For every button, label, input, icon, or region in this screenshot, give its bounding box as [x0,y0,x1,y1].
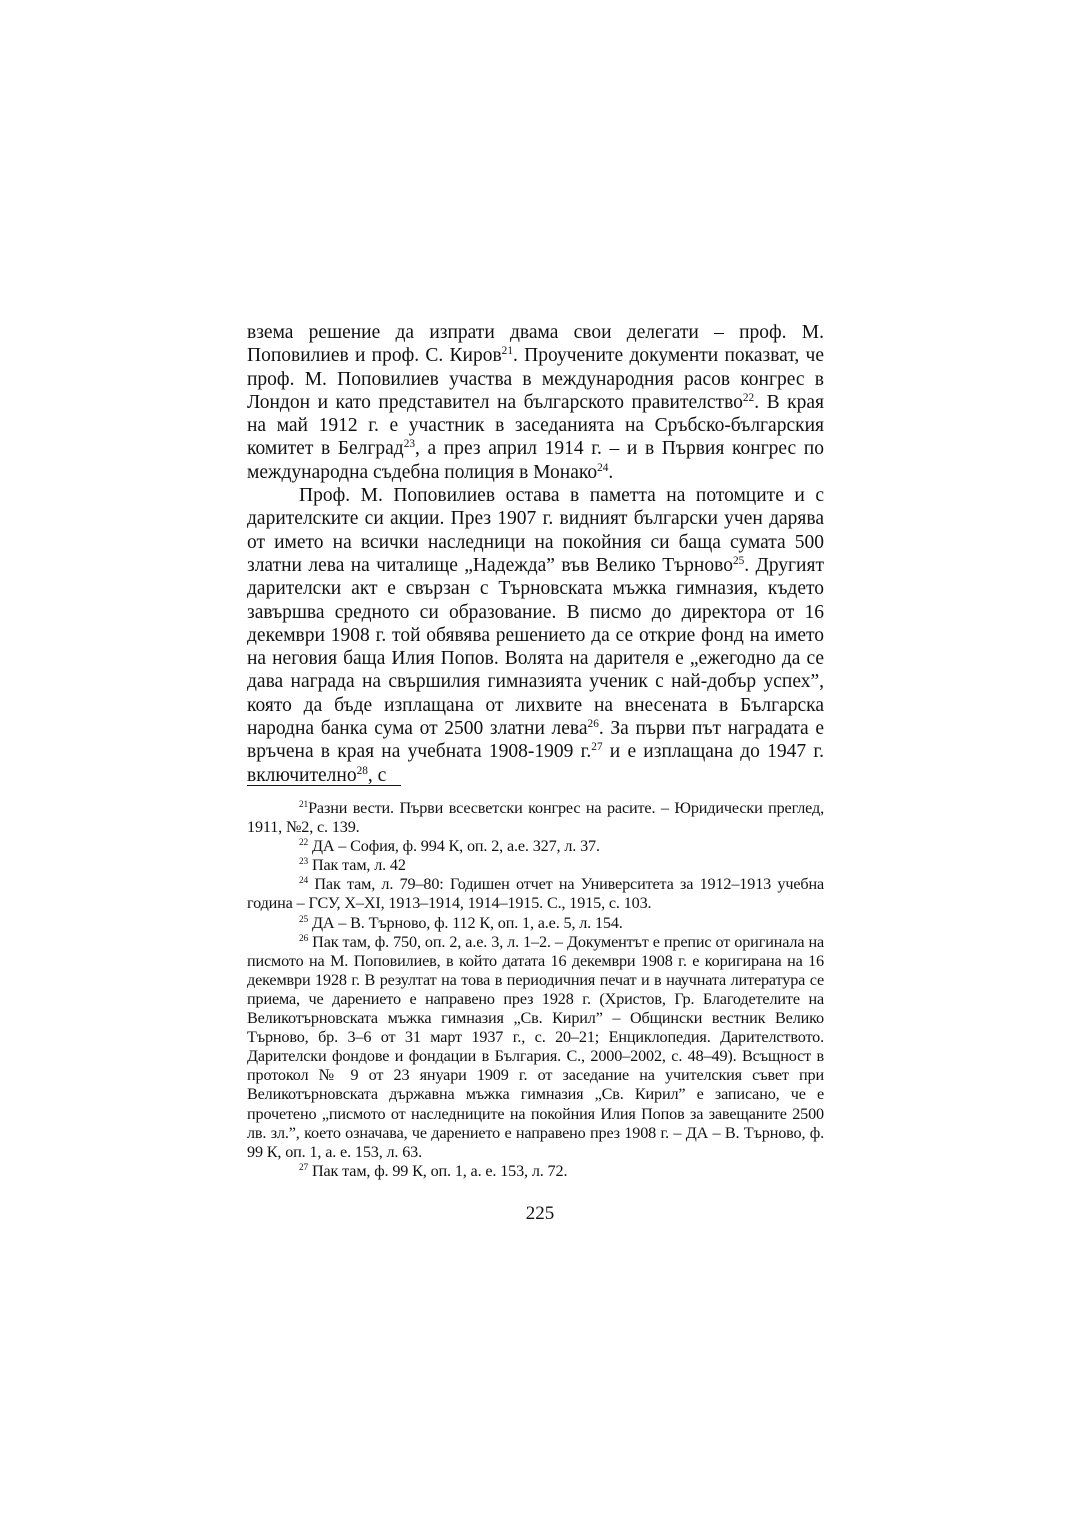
footnote-text: Пак там, ф. 750, оп. 2, а.е. 3, л. 1–2. – Документът е препис от оригинала на писмото на М. Поповилиев, в който датата 16 декември 1908 г. е коригирана на 16 декември 1928 г. В резултат на това в периодичния печат и в научната литература се приема, че дарението е направено през 1928 г. (Христов, Гр. Благодетелите на Великотърновската мъжка гимназия „Св. Кирил” – Общински вестник Велико Търново, бр. 3–6 от 31 март 1937 г., с. 20–21; Енциклопедия. Дарителството. Дарителски фондове и фондации в България. С., 2000–2002, с. 48–49). Всъщност в протокол № 9 от 23 януари 1909 г. от заседание на учителския съвет при Великотърновската държавна мъжка гимназия „Св. Кирил” е записано, че е прочетено „писмото от наследниците на покойния Илия Попов за завещаните 2500 лв. зл.”, което означава, че дарението е направено през 1908 г. – ДА – В. Търново, ф. 99 К, оп. 1, а. е. 153, л. 63. [247,932,824,1161]
footnote-number: 22 [299,838,309,849]
body-text-run: . Проучените документи показват, че проф. М. Поповилиев участва в международния расов конгрес в Лондон и като представител на българското правителство [247,345,824,413]
page-number: 225 [525,1203,555,1224]
footnote-ref-27: 27 [591,741,603,754]
body-text-run: и е изплащана до 1947 г. включително [247,741,824,786]
footnote-text: ДА – В. Търново, ф. 112 К, оп. 1, а.е. 5, л. 154. [308,913,623,932]
footnote-number: 23 [299,857,309,868]
footnote-ref-23: 23 [403,438,416,451]
footnote-ref-26: 26 [587,718,599,731]
body-text-run: . В края на май 1912 г. е участник в заседанията на Сръбско-българския комитет в Белград [247,391,824,460]
footnote-25 [247,914,824,933]
footnotes [247,799,824,1181]
footnote-text: Разни вести. Първи всесветски конгрес на расите. – Юридически преглед, 1911, №2, с. 139. [247,799,824,837]
footnote-text: ДА – София, ф. 994 К, оп. 2, а.е. 327, л. 37. [308,837,600,856]
body-paragraph-2 [247,484,824,787]
body-text-run: . [608,461,614,483]
footnote-27 [247,1162,824,1181]
footnote-separator [247,785,401,786]
footnote-number: 26 [299,933,309,944]
footnote-24 [247,875,824,913]
footnote-text: Пак там, ф. 99 К, оп. 1, а. е. 153, л. 72. [308,1161,568,1180]
body-paragraph-1 [247,321,824,484]
footnote-21 [247,799,824,837]
footnote-text: Пак там, л. 79–80: Годишен отчет на Университета за 1912–1913 учебна година – ГСУ, Х–ХI, 1913–1914, 1914–1915. С., 1915, с. 103. [247,875,824,913]
body-text [247,321,824,787]
footnote-ref-21: 21 [501,345,513,358]
footnote-text: Пак там, л. 42 [308,856,406,875]
body-text-run: Проф. М. Поповилиев остава в паметта на потомците и с дарителските си акции. През 1907 г. видният български учен дарява от името на всички наследници на покойния си баща сумата 500 златни лева на читалище „Надежда” във Велико Търново [247,485,824,576]
body-text-run: . За първи път наградата е връчена в края на учебната 1908-1909 г. [247,718,824,763]
footnote-number: 24 [299,876,309,887]
body-text-run: взема решение да изпрати двама свои делегати – проф. М. Поповилиев и проф. С. Киров [247,322,824,367]
footnote-23 [247,856,824,875]
footnote-22 [247,837,824,856]
footnote-ref-25: 25 [732,554,745,567]
footnote-26 [247,933,824,1162]
footnote-number: 21 [299,800,309,811]
body-text-run: , с [367,764,387,786]
footnote-number: 27 [299,1162,309,1173]
body-text-run: , а през април 1914 г. – и в Първия конгрес по международна съдебна полиция в Монако [247,438,824,483]
footnote-ref-22: 22 [742,391,755,404]
footnote-ref-24: 24 [597,461,609,474]
footnote-number: 25 [299,914,309,925]
body-text-run: . Другият дарителски акт е свързан с Търновската мъжка гимназия, където завършва средното си образование. В писмо до директора от 16 декември 1908 г. той обявява решението да се открие фонд на името на неговия баща Илия Попов. Волята на дарителя е „ежегодно да се дава награда на свършилия гимназията ученик с най-добър успех”, която да бъде изплащана от лихвите на внесената в Българска народна банка сума от 2500 златни лева [247,554,824,740]
footnote-ref-28: 28 [356,764,368,777]
